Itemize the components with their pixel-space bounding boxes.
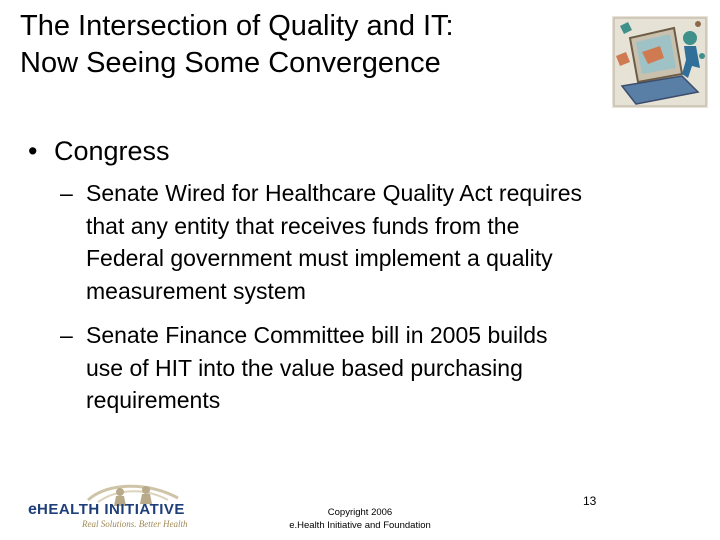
dash-marker: – <box>60 180 73 206</box>
dash-marker: – <box>60 322 73 348</box>
subbullet-1-line-3: Federal government must implement a quality <box>86 245 553 271</box>
copyright-line-1: Copyright 2006 <box>327 507 393 518</box>
slide-title <box>20 8 590 82</box>
subbullet-1-line-2: that any entity that receives funds from the <box>86 212 520 239</box>
bullet-marker: • <box>28 136 38 166</box>
subbullet-1-line-4: measurement system <box>86 277 306 304</box>
copyright <box>240 506 480 532</box>
subbullet-2-line-2: use of HIT into the value based purchasing <box>86 354 523 381</box>
ehealth-initiative-logo <box>28 480 228 532</box>
subbullet-1-line-1: Senate Wired for Healthcare Quality Act requires <box>86 180 583 206</box>
svg-text:e: e <box>28 501 37 518</box>
svg-text:HEALTH INITIATIVE: HEALTH INITIATIVE <box>37 501 185 518</box>
title-line-1: The Intersection of Quality and IT: <box>20 10 454 42</box>
subbullet-2-line-3: requirements <box>86 387 221 413</box>
subbullet-2-line-1: Senate Finance Committee bill in 2005 builds <box>86 322 548 348</box>
bullet-congress <box>28 134 170 168</box>
copyright-line-2: e.Health Initiative and Foundation <box>289 520 431 531</box>
page-number: 13 <box>583 494 597 508</box>
computer-clipart-icon <box>612 16 708 108</box>
title-line-2: Now Seeing Some Convergence <box>20 47 441 79</box>
bullet-congress-text: Congress <box>54 136 170 166</box>
svg-text:Real Solutions. Better Health: Real Solutions. Better Health <box>82 519 188 529</box>
